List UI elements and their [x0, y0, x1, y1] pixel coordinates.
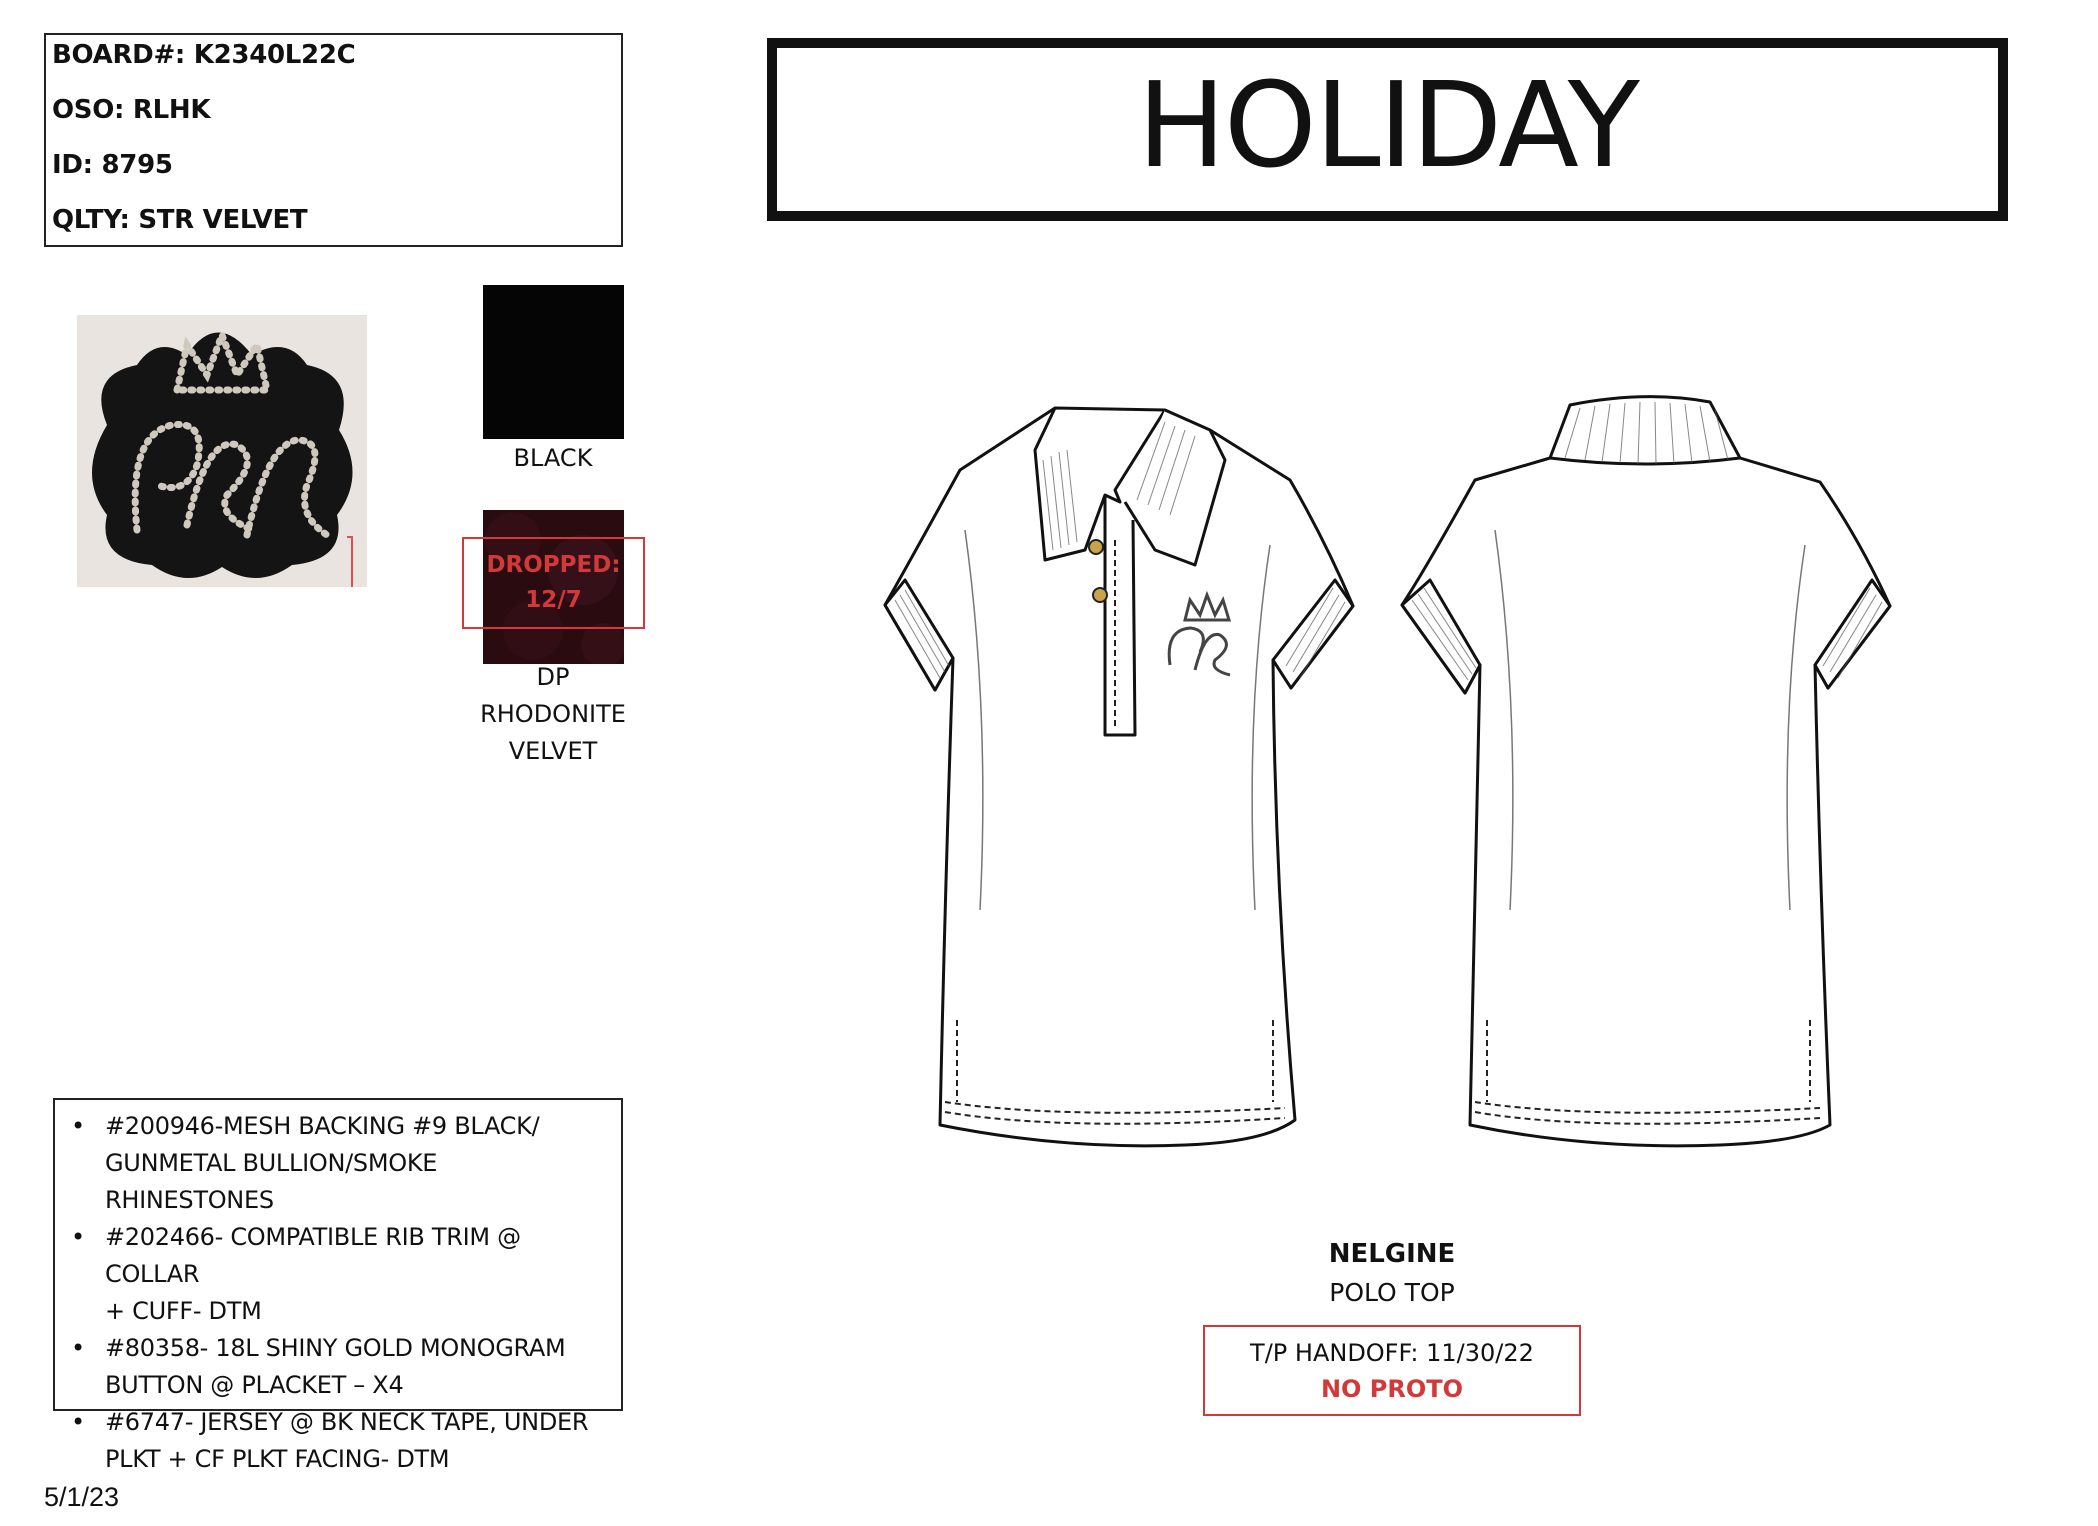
- patch-monogram-letters: RLL: [220, 584, 224, 586]
- bullet-icon: •: [71, 1408, 85, 1436]
- handoff-box: [1203, 1325, 1581, 1416]
- list-item: • #6747- JERSEY @ BK NECK TAPE, UNDER PLKT + CF PLKT FACING- DTM: [65, 1404, 611, 1478]
- trim-notes-box: [53, 1098, 623, 1473]
- polo-front-sketch: [865, 390, 1365, 1150]
- season-title: HOLIDAY: [1137, 55, 1638, 194]
- quality: QLTY: STR VELVET: [52, 205, 308, 235]
- board-number: BOARD#: K2340L22C: [52, 40, 356, 70]
- bullet-icon: •: [71, 1112, 85, 1140]
- style-type: POLO TOP: [1329, 1278, 1455, 1307]
- swatch-red-label-line3: VELVET: [508, 737, 598, 765]
- list-item: • #200946-MESH BACKING #9 BLACK/ GUNMETAL BULLION/SMOKE RHINESTONES: [65, 1108, 611, 1219]
- style-id: ID: 8795: [52, 150, 173, 180]
- trim-notes-list: [65, 1108, 611, 1478]
- list-item: • #80358- 18L SHINY GOLD MONOGRAM BUTTON @ PLACKET – X4: [65, 1330, 611, 1404]
- bullet-icon: •: [71, 1223, 85, 1251]
- bullet-icon: •: [71, 1334, 85, 1362]
- oso-code: OSO: RLHK: [52, 95, 211, 125]
- swatch-red-label-line2: RHODONITE: [480, 700, 626, 728]
- handoff-date: T/P HANDOFF: 11/30/22: [1250, 1339, 1534, 1367]
- page-date: 5/1/23: [44, 1482, 120, 1512]
- polo-back-sketch: [1390, 390, 1910, 1150]
- season-title-box: [767, 38, 2008, 221]
- swatch-black: [483, 285, 624, 439]
- dropped-notice: [462, 537, 645, 629]
- style-name: NELGINE: [1328, 1239, 1456, 1269]
- list-item: • #202466- COMPATIBLE RIB TRIM @ COLLAR + CUFF- DTM: [65, 1219, 611, 1330]
- swatch-red-label-line1: DP: [536, 663, 570, 691]
- board-info-box: [44, 33, 623, 247]
- monogram-patch-image: [77, 315, 367, 587]
- proto-status: NO PROTO: [1320, 1375, 1464, 1403]
- dropped-date: 12/7: [525, 587, 582, 613]
- dropped-label: DROPPED:: [486, 552, 621, 578]
- swatch-black-label: BLACK: [513, 444, 593, 472]
